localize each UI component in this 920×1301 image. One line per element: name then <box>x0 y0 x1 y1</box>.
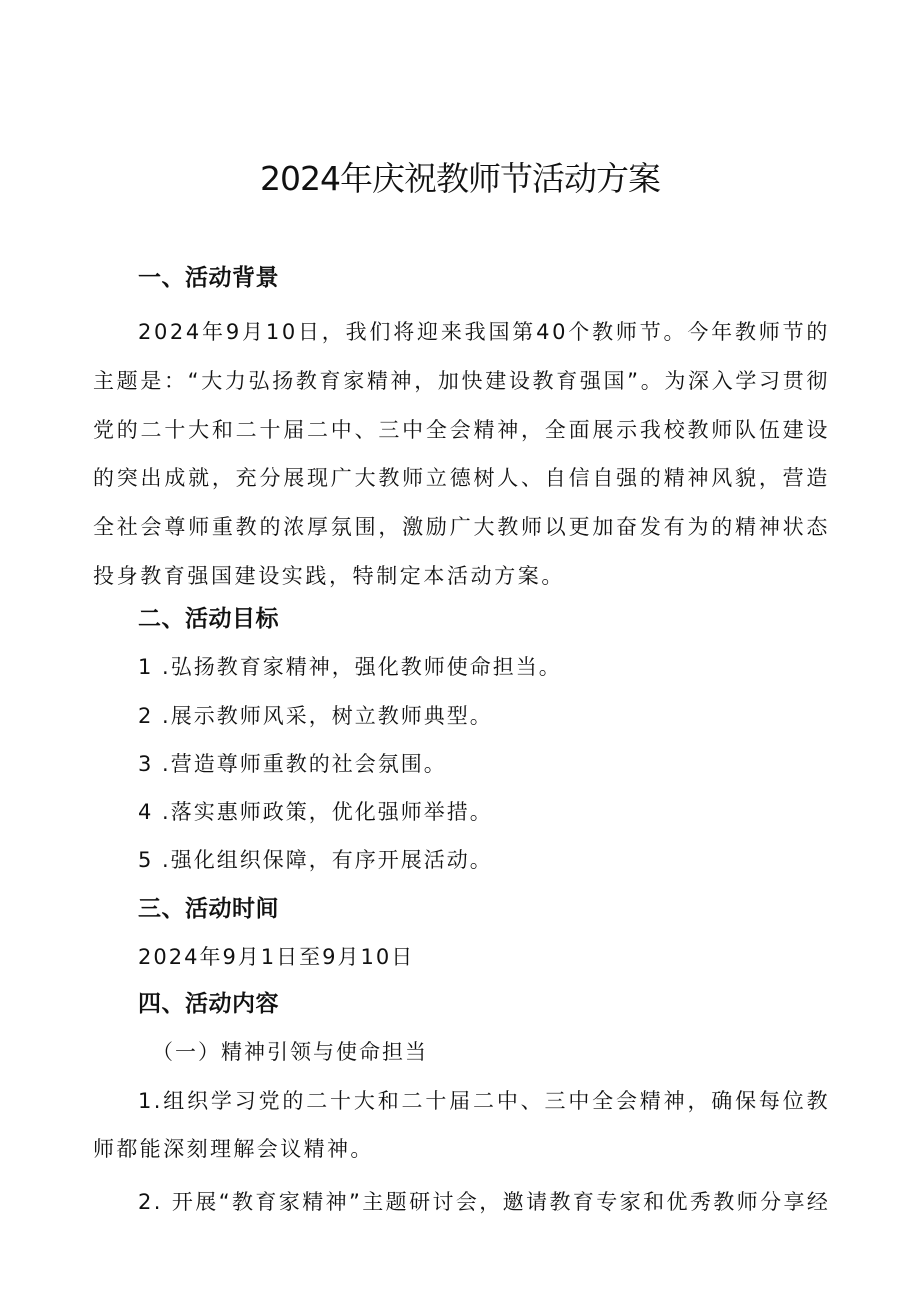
goal-item-1: 1 .弘扬教育家精神，强化教师使命担当。 <box>138 655 562 679</box>
goal-item-2: 2 .展示教师风采，树立教师典型。 <box>138 704 493 728</box>
goal-item-5: 5 .强化组织保障，有序开展活动。 <box>138 848 493 872</box>
goal-item-4: 4 .落实惠师政策，优化强师举措。 <box>138 800 493 824</box>
section-heading-background: 一、活动背景 <box>138 265 279 291</box>
goal-item-3: 3 .营造尊师重教的社会氛围。 <box>138 752 447 776</box>
content-item-1: 1.组织学习党的二十大和二十届二中、三中全会精神，确保每位教师都能深刻理解会议精神。 <box>93 1089 830 1161</box>
content-item-2: 2. 开展“教育家精神”主题研讨会，邀请教育专家和优秀教师分享经 <box>138 1190 830 1214</box>
activity-time-text: 2024年9月1日至9月10日 <box>138 945 415 969</box>
content-subheading-1: （一）精神引领与使命担当 <box>152 1040 428 1064</box>
document-title: 2024年庆祝教师节活动方案 <box>260 159 660 198</box>
section-heading-goals: 二、活动目标 <box>138 606 279 632</box>
section-heading-time: 三、活动时间 <box>138 896 279 922</box>
section-heading-content: 四、活动内容 <box>138 991 279 1017</box>
background-paragraph: 2024年9月10日，我们将迎来我国第40个教师节。今年教师节的主题是：“大力弘扬教育家精神，加快建设教育强国”。为深入学习贯彻党的二十大和二十届二中、三中全会精神，全面展示我校教师队伍建设的突出成就，充分展现广大教师立德树人、自信自强的精神风貌，营造全社会尊师重教的浓厚氛围，激励广大教师以更加奋发有为的精神状态投身教育强国建设实践，特制定本活动方案。 <box>93 320 830 588</box>
